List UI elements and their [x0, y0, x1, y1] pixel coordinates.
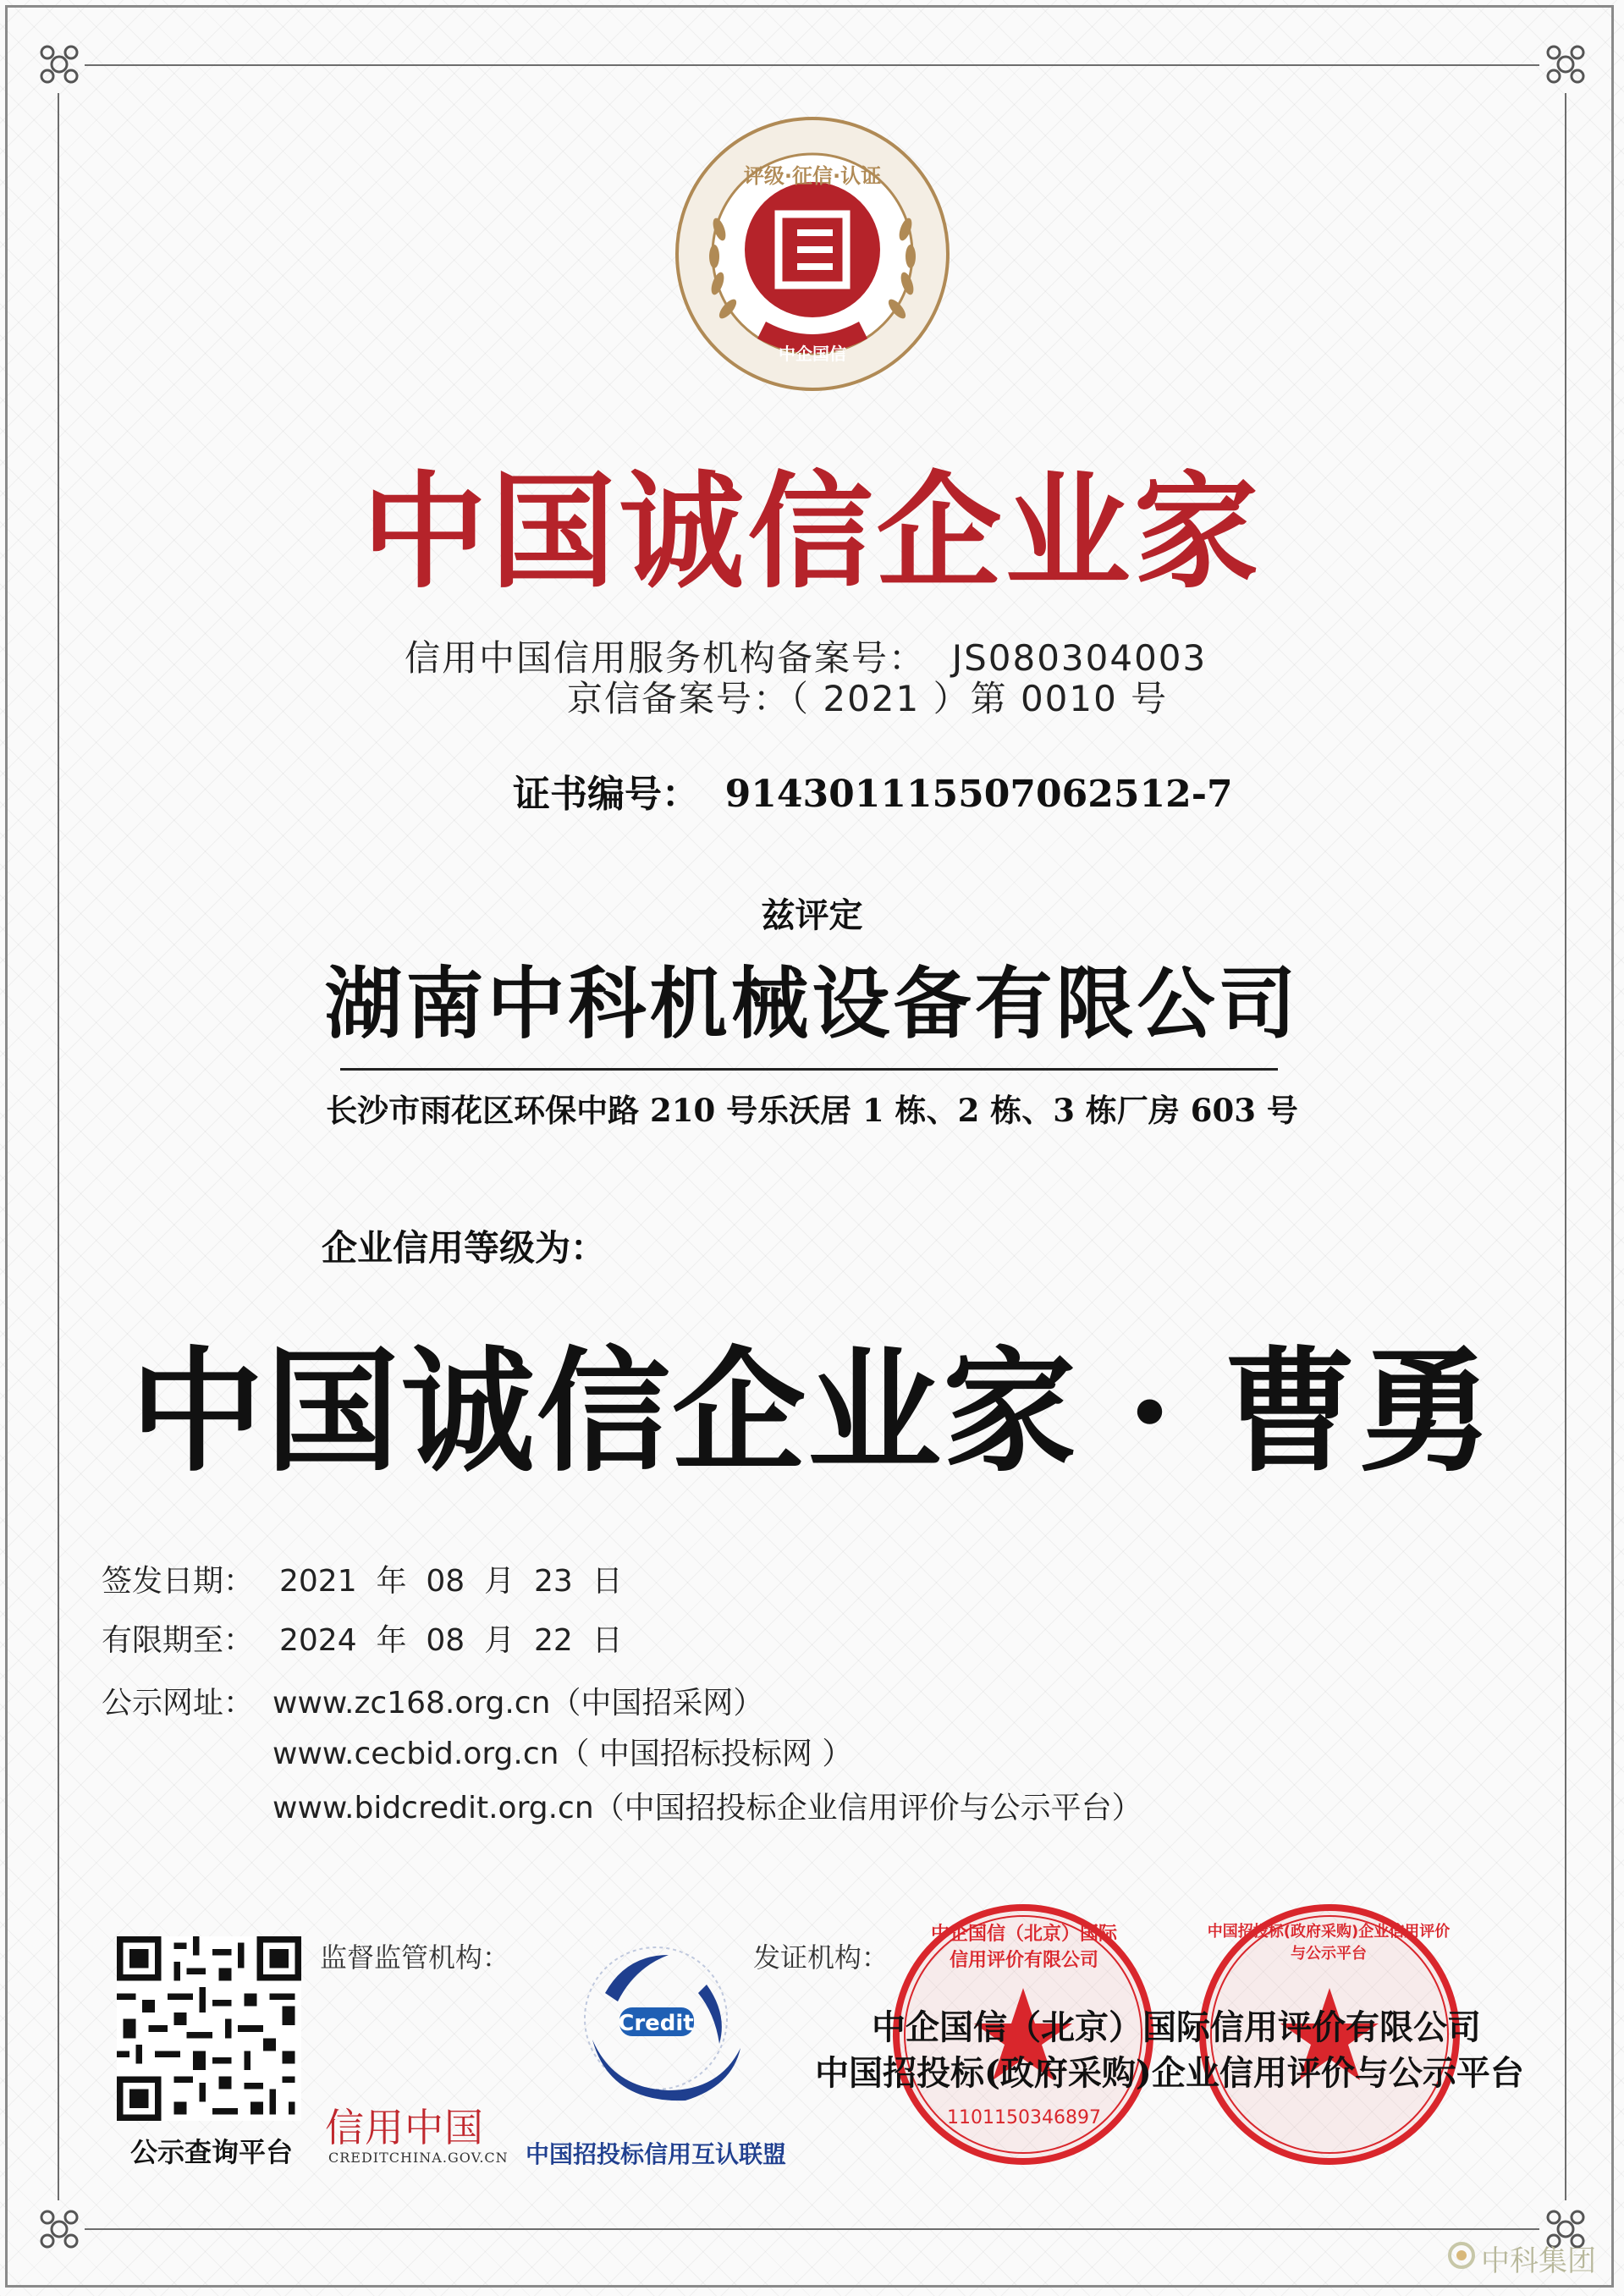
frame-line-left [58, 93, 59, 2200]
issuer-line-1: 中企国信（北京）国际信用评价有限公司 [872, 2007, 1481, 2047]
watermark-text: 中科集团 [1481, 2244, 1596, 2278]
corner-ornament-icon [1542, 41, 1589, 88]
alliance-logo-text: Credit [618, 2011, 694, 2036]
registration-line-2: 京信备案号：（ 2021 ）第 0010 号 [567, 678, 1169, 719]
certificate-number: 证书编号： 91430111550706251​2-7 [513, 773, 1233, 816]
valid-until-value: 2024 年 08 月 22 日 [279, 1623, 623, 1658]
corner-ornament-icon [36, 2205, 83, 2253]
left-seal-ring-text: 中企国信（北京）国际信用评价有限公司 [930, 1924, 1117, 1971]
intro-text: 兹评定 [761, 895, 863, 935]
company-address: 长沙市雨花区环保中路 210 号乐沃居 1 栋、2 栋、3 栋厂房 603 号 [326, 1092, 1298, 1129]
creditchina-url: CREDITCHINA.GOV.CN [328, 2150, 509, 2166]
alliance-caption: 中国招投标信用互认联盟 [525, 2140, 786, 2168]
public-url-2[interactable]: www.cecbid.org.cn（ 中国招标投标网 ） [273, 1737, 853, 1771]
company-name: 湖南中科机械设备有限公司 [324, 958, 1300, 1049]
frame-line-bottom [85, 2228, 1539, 2230]
valid-until-label: 有限期至： [102, 1623, 255, 1658]
issue-date-value: 2021 年 08 月 23 日 [279, 1564, 623, 1599]
corner-ornament-icon [36, 41, 83, 88]
frame-line-right [1565, 93, 1566, 2200]
emblem-ring-text: 评级·征信·认证 [743, 164, 882, 188]
right-seal-ring-text: 中国招投标(政府采购)企业信用评价与公示平台 [1207, 1923, 1451, 1963]
issuer-label: 发证机构： [753, 1941, 889, 1974]
qr-code-icon[interactable] [117, 1936, 301, 2121]
grade-label: 企业信用等级为： [322, 1227, 607, 1269]
registration-line-1: 信用中国信用服务机构备案号： JS080304003 [405, 637, 1208, 679]
creditchina-logo: 信用中国 [325, 2105, 484, 2150]
qr-caption: 公示查询平台 [129, 2136, 293, 2168]
supervisor-label: 监督监管机构： [320, 1941, 510, 1974]
frame-line-top [85, 64, 1539, 66]
credit-grade: 中国诚信企业家 · 曹勇 [129, 1334, 1495, 1490]
public-url-label: 公示网址： [102, 1686, 255, 1721]
certificate-title: 中国诚信企业家 [361, 460, 1263, 605]
issuer-line-2: 中国招投标(政府采购)企业信用评价与公示平台 [815, 2053, 1524, 2093]
company-underline [340, 1068, 1278, 1071]
issue-date-label: 签发日期： [102, 1564, 255, 1599]
emblem-banner-text: 中企国信 [779, 344, 846, 364]
public-url-3[interactable]: www.bidcredit.org.cn（中国招投标企业信用评价与公示平台） [273, 1791, 1142, 1825]
watermark [1447, 2234, 1616, 2277]
left-seal-number: 1101150346897 [947, 2107, 1101, 2128]
watermark-logo-icon [1447, 2241, 1476, 2270]
public-url-1[interactable]: www.zc168.org.cn（中国招采网） [273, 1686, 764, 1721]
